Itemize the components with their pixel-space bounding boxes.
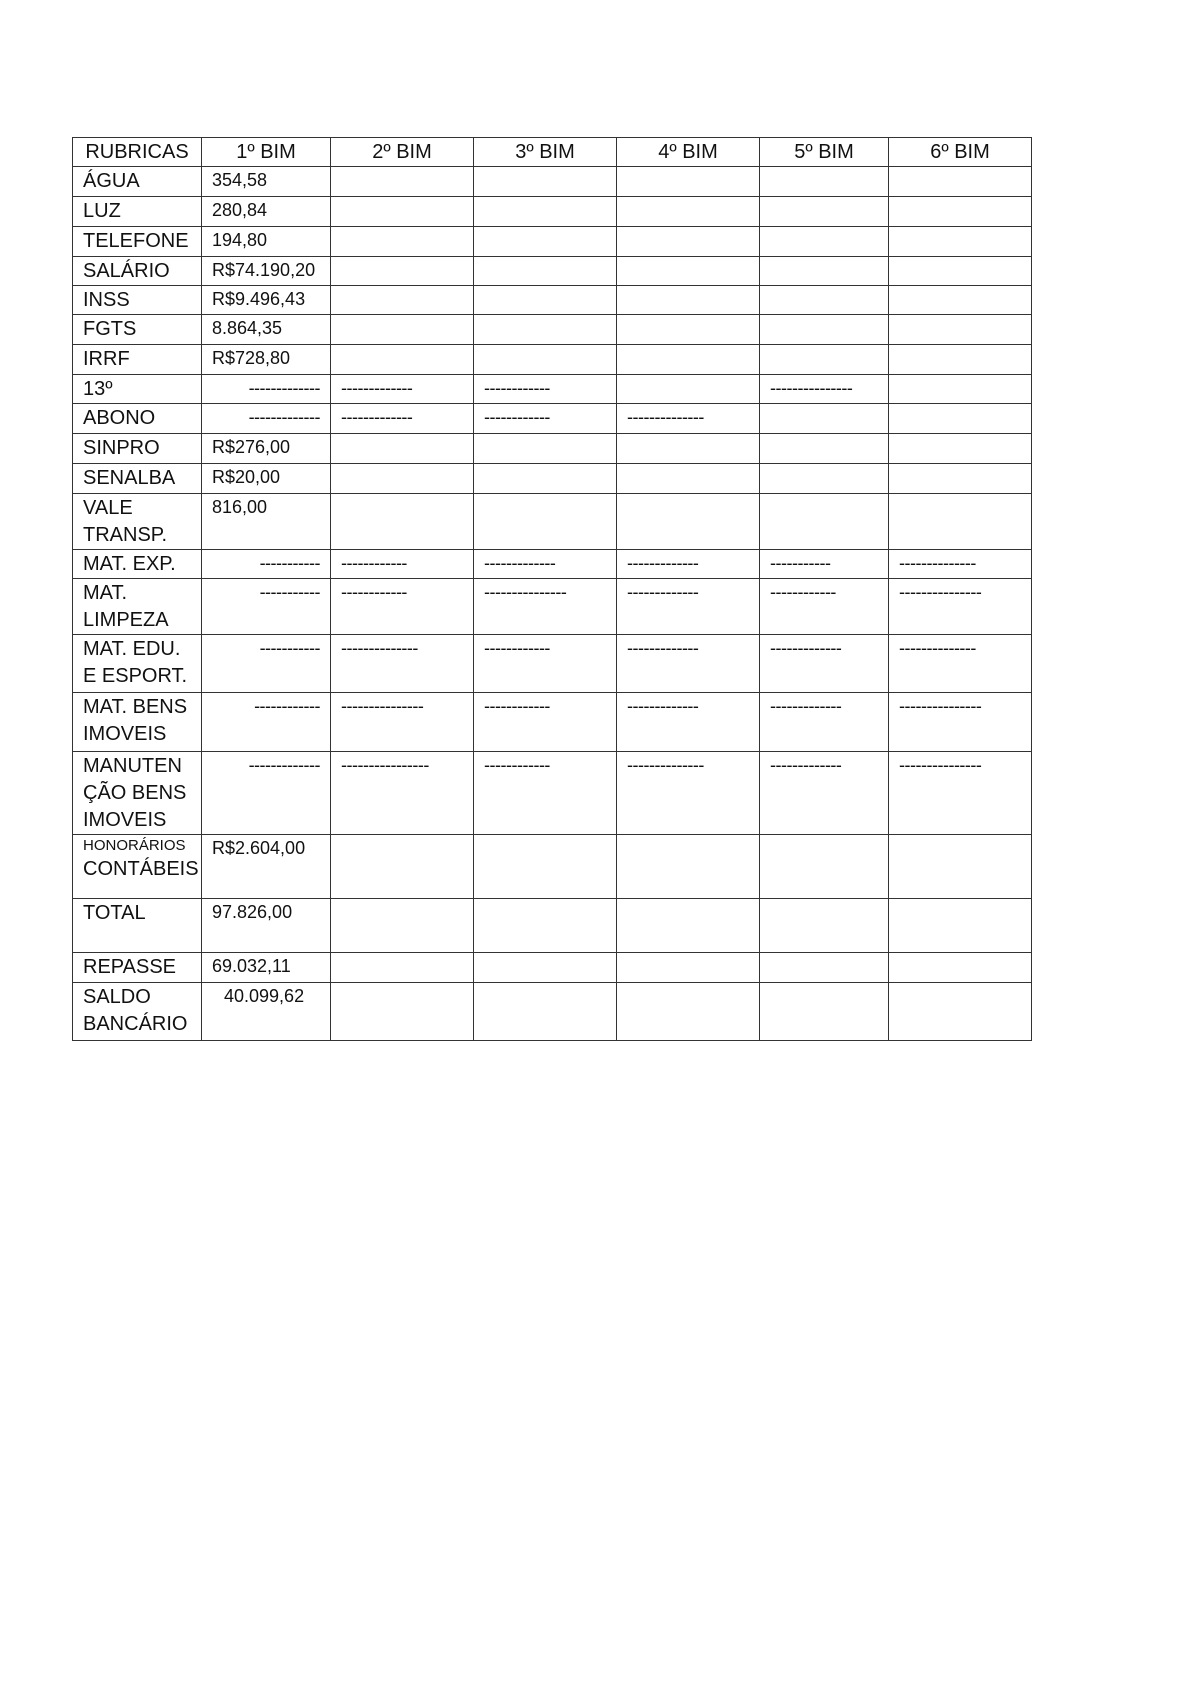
row-label: SINPRO bbox=[73, 434, 202, 464]
table-cell-bim-6: -------------- bbox=[889, 550, 1032, 579]
table-cell-bim-2 bbox=[331, 835, 474, 899]
table-cell-bim-6 bbox=[889, 464, 1032, 494]
table-cell-bim-3: ------------ bbox=[474, 752, 617, 835]
table-cell-bim-6 bbox=[889, 899, 1032, 953]
table-cell-bim-5 bbox=[760, 434, 889, 464]
table-cell-bim-2 bbox=[331, 494, 474, 550]
table-cell-bim-3 bbox=[474, 494, 617, 550]
table-cell-bim-2 bbox=[331, 315, 474, 345]
table-row bbox=[73, 375, 1032, 404]
table-row bbox=[73, 257, 1032, 286]
table-row bbox=[73, 835, 1032, 899]
table-cell-bim-4 bbox=[617, 494, 760, 550]
header-bim-5: 5º BIM bbox=[760, 138, 889, 167]
table-cell-bim-4 bbox=[617, 315, 760, 345]
row-label: VALE TRANSP. bbox=[73, 494, 202, 550]
table-row bbox=[73, 550, 1032, 579]
table-row bbox=[73, 953, 1032, 983]
table-row bbox=[73, 494, 1032, 550]
table-row bbox=[73, 315, 1032, 345]
table-cell-bim-2 bbox=[331, 345, 474, 375]
table-cell-bim-1: ----------- bbox=[202, 550, 331, 579]
table-cell-bim-2 bbox=[331, 899, 474, 953]
row-label: TOTAL bbox=[73, 899, 202, 953]
table-cell-bim-3: ------------ bbox=[474, 635, 617, 693]
row-label: INSS bbox=[73, 286, 202, 315]
table-cell-bim-6 bbox=[889, 286, 1032, 315]
table-cell-bim-6 bbox=[889, 227, 1032, 257]
header-row bbox=[73, 138, 1032, 167]
table-cell-bim-4 bbox=[617, 227, 760, 257]
table-cell-bim-6 bbox=[889, 494, 1032, 550]
table-row bbox=[73, 752, 1032, 835]
table-cell-bim-4: ------------- bbox=[617, 635, 760, 693]
table-cell-bim-5: ------------- bbox=[760, 752, 889, 835]
table-cell-bim-1: R$276,00 bbox=[202, 434, 331, 464]
row-label: REPASSE bbox=[73, 953, 202, 983]
table-cell-bim-6: -------------- bbox=[889, 635, 1032, 693]
table-cell-bim-4: -------------- bbox=[617, 404, 760, 434]
table-cell-bim-2: ------------ bbox=[331, 550, 474, 579]
header-bim-3: 3º BIM bbox=[474, 138, 617, 167]
table-cell-bim-6 bbox=[889, 345, 1032, 375]
table-cell-bim-3 bbox=[474, 167, 617, 197]
table-cell-bim-4 bbox=[617, 345, 760, 375]
table-cell-bim-1: 69.032,11 bbox=[202, 953, 331, 983]
table-cell-bim-5: ----------- bbox=[760, 550, 889, 579]
table-cell-bim-3 bbox=[474, 345, 617, 375]
table-row bbox=[73, 167, 1032, 197]
table-cell-bim-5: ------------- bbox=[760, 693, 889, 752]
table-cell-bim-1: 280,84 bbox=[202, 197, 331, 227]
table-cell-bim-3 bbox=[474, 434, 617, 464]
table-cell-bim-1: R$74.190,20 bbox=[202, 257, 331, 286]
table-cell-bim-4 bbox=[617, 197, 760, 227]
table-cell-bim-5: --------------- bbox=[760, 375, 889, 404]
table-row bbox=[73, 635, 1032, 693]
table-cell-bim-1: R$20,00 bbox=[202, 464, 331, 494]
table-cell-bim-2: ------------- bbox=[331, 404, 474, 434]
row-label: 13º bbox=[73, 375, 202, 404]
table-cell-bim-3 bbox=[474, 257, 617, 286]
row-label-small: HONORÁRIOS bbox=[83, 837, 186, 854]
table-cell-bim-3 bbox=[474, 899, 617, 953]
table-cell-bim-2 bbox=[331, 167, 474, 197]
table-cell-bim-3: --------------- bbox=[474, 579, 617, 635]
row-label: TELEFONE bbox=[73, 227, 202, 257]
table-cell-bim-4 bbox=[617, 983, 760, 1041]
header-rubricas: RUBRICAS bbox=[73, 138, 202, 167]
header-bim-1: 1º BIM bbox=[202, 138, 331, 167]
table-cell-bim-5 bbox=[760, 835, 889, 899]
table-row bbox=[73, 899, 1032, 953]
table-cell-bim-3 bbox=[474, 953, 617, 983]
table-cell-bim-2: ------------ bbox=[331, 579, 474, 635]
row-label: ÁGUA bbox=[73, 167, 202, 197]
table-cell-bim-3 bbox=[474, 197, 617, 227]
table-cell-bim-2: --------------- bbox=[331, 693, 474, 752]
table-cell-bim-6 bbox=[889, 315, 1032, 345]
table-cell-bim-3 bbox=[474, 315, 617, 345]
row-label bbox=[73, 835, 202, 899]
row-label: IRRF bbox=[73, 345, 202, 375]
table-cell-bim-1: ----------- bbox=[202, 579, 331, 635]
table-cell-bim-4 bbox=[617, 899, 760, 953]
table-cell-bim-2 bbox=[331, 983, 474, 1041]
table-cell-bim-6 bbox=[889, 257, 1032, 286]
table-cell-bim-1: R$9.496,43 bbox=[202, 286, 331, 315]
table-cell-bim-1: 40.099,62 bbox=[202, 983, 331, 1041]
table-cell-bim-1: 194,80 bbox=[202, 227, 331, 257]
table-cell-bim-4: ------------- bbox=[617, 550, 760, 579]
table-cell-bim-5 bbox=[760, 227, 889, 257]
table-cell-bim-6: --------------- bbox=[889, 752, 1032, 835]
table-cell-bim-4 bbox=[617, 375, 760, 404]
row-label: ABONO bbox=[73, 404, 202, 434]
row-label: MAT. LIMPEZA bbox=[73, 579, 202, 635]
table-cell-bim-3: ------------ bbox=[474, 693, 617, 752]
table-cell-bim-5 bbox=[760, 286, 889, 315]
table-cell-bim-5 bbox=[760, 197, 889, 227]
table-cell-bim-2 bbox=[331, 197, 474, 227]
table-row bbox=[73, 227, 1032, 257]
table-cell-bim-5 bbox=[760, 983, 889, 1041]
table-cell-bim-1: 8.864,35 bbox=[202, 315, 331, 345]
table-cell-bim-4: -------------- bbox=[617, 752, 760, 835]
table-cell-bim-3 bbox=[474, 983, 617, 1041]
table-cell-bim-4 bbox=[617, 434, 760, 464]
header-bim-4: 4º BIM bbox=[617, 138, 760, 167]
table-cell-bim-5 bbox=[760, 345, 889, 375]
table-cell-bim-4: ------------- bbox=[617, 579, 760, 635]
table-cell-bim-3 bbox=[474, 464, 617, 494]
table-cell-bim-2: ------------- bbox=[331, 375, 474, 404]
table-cell-bim-1: ------------- bbox=[202, 404, 331, 434]
table-cell-bim-3: ------------ bbox=[474, 404, 617, 434]
table-cell-bim-2 bbox=[331, 257, 474, 286]
table-cell-bim-5 bbox=[760, 494, 889, 550]
table-cell-bim-2 bbox=[331, 434, 474, 464]
table-cell-bim-4: ------------- bbox=[617, 693, 760, 752]
table-cell-bim-1: R$728,80 bbox=[202, 345, 331, 375]
table-cell-bim-5 bbox=[760, 899, 889, 953]
table-cell-bim-2 bbox=[331, 286, 474, 315]
row-label: LUZ bbox=[73, 197, 202, 227]
row-label: MANUTEN ÇÃO BENS IMOVEIS bbox=[73, 752, 202, 835]
row-label: SALDO BANCÁRIO bbox=[73, 983, 202, 1041]
table-cell-bim-3: ------------ bbox=[474, 375, 617, 404]
table-cell-bim-5 bbox=[760, 167, 889, 197]
table-cell-bim-6 bbox=[889, 434, 1032, 464]
table-cell-bim-5 bbox=[760, 404, 889, 434]
table-cell-bim-5 bbox=[760, 257, 889, 286]
table-cell-bim-3 bbox=[474, 286, 617, 315]
table-cell-bim-6 bbox=[889, 404, 1032, 434]
table-cell-bim-2: -------------- bbox=[331, 635, 474, 693]
table-cell-bim-4 bbox=[617, 464, 760, 494]
table-cell-bim-5: ------------ bbox=[760, 579, 889, 635]
table-cell-bim-1: ------------- bbox=[202, 375, 331, 404]
table-cell-bim-6 bbox=[889, 197, 1032, 227]
table-cell-bim-3 bbox=[474, 227, 617, 257]
table-cell-bim-5: ------------- bbox=[760, 635, 889, 693]
table-row bbox=[73, 464, 1032, 494]
table-cell-bim-4 bbox=[617, 286, 760, 315]
expense-table bbox=[72, 137, 1032, 1041]
table-cell-bim-4 bbox=[617, 953, 760, 983]
table-cell-bim-4 bbox=[617, 835, 760, 899]
table-row bbox=[73, 404, 1032, 434]
header-bim-6: 6º BIM bbox=[889, 138, 1032, 167]
table-row bbox=[73, 197, 1032, 227]
table-cell-bim-1: 816,00 bbox=[202, 494, 331, 550]
table-cell-bim-1: ------------- bbox=[202, 752, 331, 835]
table-cell-bim-6 bbox=[889, 953, 1032, 983]
table-cell-bim-6: --------------- bbox=[889, 693, 1032, 752]
header-bim-2: 2º BIM bbox=[331, 138, 474, 167]
row-label: SALÁRIO bbox=[73, 257, 202, 286]
row-label: MAT. EXP. bbox=[73, 550, 202, 579]
table-cell-bim-5 bbox=[760, 953, 889, 983]
table-row bbox=[73, 579, 1032, 635]
table-cell-bim-6: --------------- bbox=[889, 579, 1032, 635]
table-cell-bim-2 bbox=[331, 227, 474, 257]
table-cell-bim-5 bbox=[760, 464, 889, 494]
table-cell-bim-3 bbox=[474, 835, 617, 899]
table-cell-bim-4 bbox=[617, 167, 760, 197]
table-cell-bim-1: ------------ bbox=[202, 693, 331, 752]
row-label: MAT. BENS IMOVEIS bbox=[73, 693, 202, 752]
table-row bbox=[73, 693, 1032, 752]
table-cell-bim-6 bbox=[889, 375, 1032, 404]
table-cell-bim-4 bbox=[617, 257, 760, 286]
table-cell-bim-2 bbox=[331, 464, 474, 494]
table-cell-bim-5 bbox=[760, 315, 889, 345]
row-label: FGTS bbox=[73, 315, 202, 345]
table-row bbox=[73, 983, 1032, 1041]
table-row bbox=[73, 434, 1032, 464]
table-cell-bim-2: ---------------- bbox=[331, 752, 474, 835]
row-label-main: CONTÁBEIS bbox=[83, 858, 199, 880]
table-cell-bim-6 bbox=[889, 983, 1032, 1041]
table-cell-bim-1: R$2.604,00 bbox=[202, 835, 331, 899]
table-row bbox=[73, 286, 1032, 315]
table-cell-bim-3: ------------- bbox=[474, 550, 617, 579]
table-cell-bim-1: ----------- bbox=[202, 635, 331, 693]
table-cell-bim-6 bbox=[889, 835, 1032, 899]
table-cell-bim-1: 97.826,00 bbox=[202, 899, 331, 953]
table-cell-bim-1: 354,58 bbox=[202, 167, 331, 197]
row-label: MAT. EDU. E ESPORT. bbox=[73, 635, 202, 693]
row-label: SENALBA bbox=[73, 464, 202, 494]
table-cell-bim-2 bbox=[331, 953, 474, 983]
table-cell-bim-6 bbox=[889, 167, 1032, 197]
table-row bbox=[73, 345, 1032, 375]
